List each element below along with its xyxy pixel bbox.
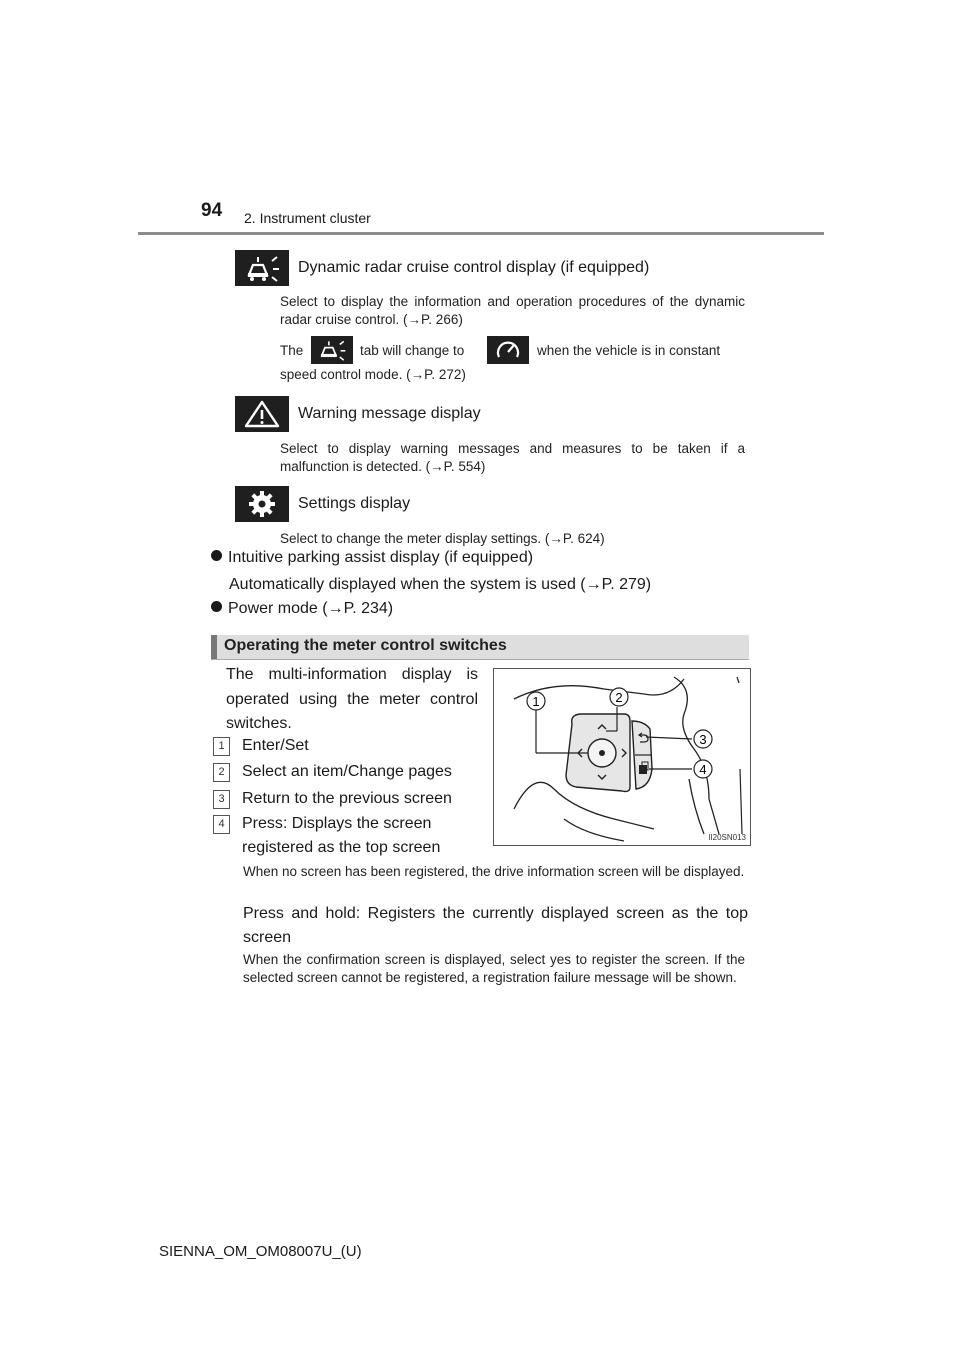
page-number: 94 bbox=[201, 200, 223, 221]
header-divider bbox=[138, 232, 824, 235]
item-label: Return to the previous screen bbox=[242, 790, 452, 807]
intro-text: The multi-information display is operated using the meter control switches. bbox=[226, 666, 478, 732]
callout-3: 3 bbox=[699, 732, 707, 747]
settings-desc: Select to change the meter display settings. (→P. 624) bbox=[280, 531, 605, 546]
settings-title: Settings display bbox=[298, 495, 411, 512]
bullet-parking-desc: Automatically displayed when the system is used (→P. 279) bbox=[229, 576, 652, 593]
section-heading-bar bbox=[211, 635, 217, 659]
list-item bbox=[213, 734, 483, 758]
bullet-title: Intuitive parking assist display (if equipped) bbox=[228, 549, 534, 566]
tab-change-middle: tab will change to bbox=[360, 343, 465, 358]
section-title: 2. Instrument cluster bbox=[244, 210, 371, 226]
note-confirmation: When the confirmation screen is displayed, select yes to register the screen. If the selected screen cannot be registered, a registration failure message will be shown. bbox=[243, 952, 745, 985]
tab-change-suffix: when the vehicle is in constant bbox=[537, 343, 721, 358]
radar-cruise-icon bbox=[235, 250, 289, 286]
bullet-parking-assist bbox=[211, 549, 533, 567]
callout-1: 1 bbox=[532, 694, 540, 709]
bullet-icon bbox=[211, 550, 222, 561]
section-heading-rule bbox=[211, 659, 749, 660]
bullet-power-mode bbox=[211, 600, 393, 618]
diagram-code: II20SN013 bbox=[708, 833, 746, 842]
tab-change-line2: speed control mode. (→P. 272) bbox=[280, 367, 466, 382]
radar-cruise-title: Dynamic radar cruise control display (if equipped) bbox=[298, 259, 650, 276]
item-label: Select an item/Change pages bbox=[242, 763, 452, 780]
num-badge: 4 bbox=[213, 815, 230, 834]
speedometer-icon bbox=[487, 336, 529, 364]
bullet-icon bbox=[211, 601, 222, 612]
item-label: Enter/Set bbox=[242, 737, 309, 754]
note-no-registration: When no screen has been registered, the drive information screen will be displayed. bbox=[243, 864, 745, 879]
gear-icon bbox=[235, 486, 289, 522]
callout-2: 2 bbox=[615, 690, 623, 705]
list-item bbox=[213, 760, 483, 784]
warning-desc: Select to display warning messages and measures to be taken if a malfunction is detected. (→P. 554) bbox=[280, 441, 745, 474]
callout-4: 4 bbox=[699, 762, 707, 777]
press-and-hold-text: Press and hold: Registers the currently displayed screen as the top screen bbox=[243, 905, 748, 946]
radar-cruise-small-icon bbox=[311, 336, 353, 364]
num-badge: 2 bbox=[213, 763, 230, 782]
warning-title: Warning message display bbox=[298, 405, 481, 422]
section-heading: Operating the meter control switches bbox=[224, 637, 507, 654]
radar-cruise-desc: Select to display the information and operation procedures of the dynamic radar cruise control. (→P. 266) bbox=[280, 294, 745, 327]
footer-doc-code: SIENNA_OM_OM08007U_(U) bbox=[159, 1243, 362, 1260]
list-item bbox=[213, 787, 483, 811]
num-badge: 3 bbox=[213, 790, 230, 809]
bullet-title: Power mode (→P. 234) bbox=[228, 600, 394, 617]
tab-change-prefix: The bbox=[280, 343, 304, 358]
list-item bbox=[213, 812, 483, 860]
num-badge: 1 bbox=[213, 737, 230, 756]
steering-switch-diagram bbox=[493, 668, 751, 846]
item-label: Press: Displays the screen registered as the top screen bbox=[242, 815, 441, 856]
warning-icon bbox=[235, 396, 289, 432]
